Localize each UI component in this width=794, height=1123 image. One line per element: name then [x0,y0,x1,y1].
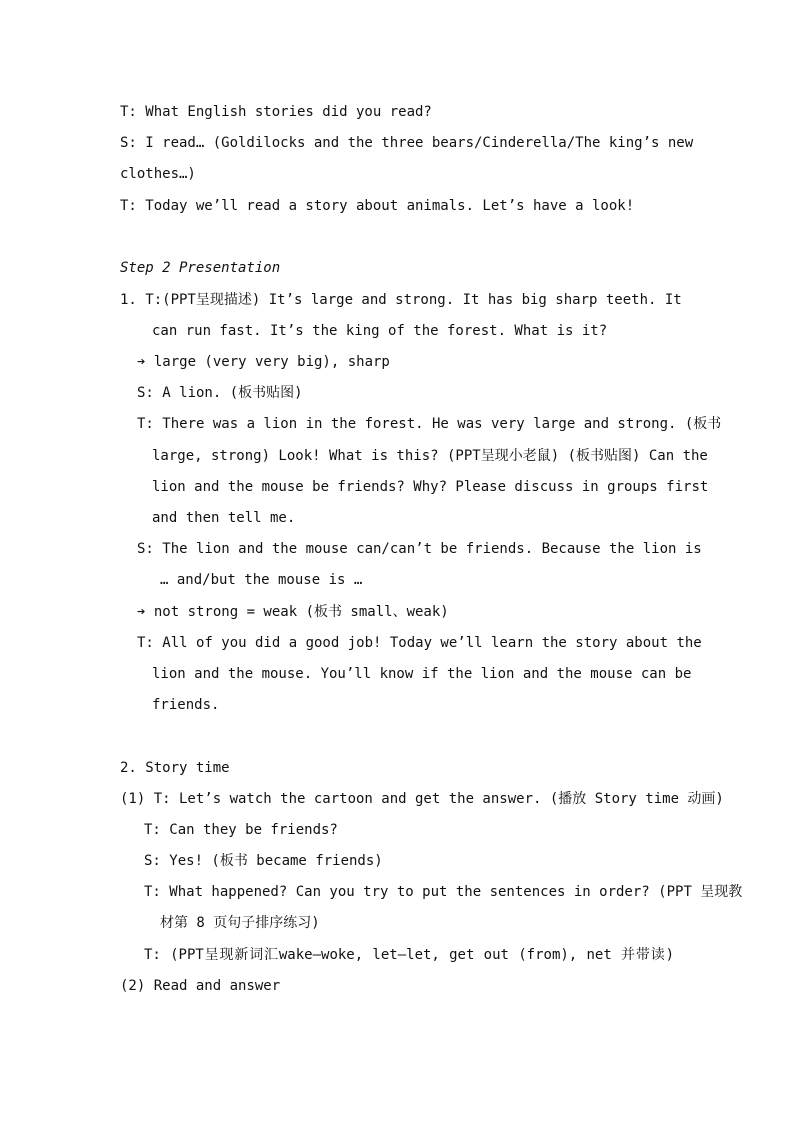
presentation-item1-line: 1. T:(PPT呈现描述) It’s large and strong. It has big sharp teeth. It [120,292,682,308]
vocab-arrow-line: ➔ not strong = weak (板书 small、weak) [137,604,449,620]
story-time-line: T: (PPT呈现新词汇wake—woke, let—let, get out (from), net 并带读) [144,947,674,963]
story-time-line: S: Yes! (板书 became friends) [144,853,383,869]
teacher-line: lion and the mouse. You’ll know if the lion and the mouse can be [152,666,692,682]
vocab-arrow-line: ➔ large (very very big), sharp [137,354,390,370]
story-time-line: (1) T: Let’s watch the cartoon and get the answer. (播放 Story time 动画) [120,791,724,807]
section-heading-story-time: 2. Story time [120,760,230,776]
section-heading-step2: Step 2 Presentation [120,260,281,276]
teacher-line: friends. [152,697,220,713]
student-answer-line: S: A lion. (板书贴图) [137,385,303,401]
story-time-line: (2) Read and answer [120,978,281,994]
dialogue-line-teacher-intro: T: Today we’ll read a story about animals. Let’s have a look! [120,198,635,214]
teacher-line: large, strong) Look! What is this? (PPT呈现小老鼠) (板书贴图) Can the [152,448,708,464]
teacher-line: and then tell me. [152,510,296,526]
teacher-line: T: All of you did a good job! Today we’ll learn the story about the [137,635,702,651]
teacher-line: lion and the mouse be friends? Why? Please discuss in groups first [152,479,709,495]
student-answer-line: … and/but the mouse is … [160,572,363,588]
dialogue-line-teacher-question: T: What English stories did you read? [120,104,432,120]
presentation-item1-line: can run fast. It’s the king of the forest. What is it? [152,323,608,339]
dialogue-line-student-answer-cont: clothes…) [120,166,196,182]
story-time-line: T: Can they be friends? [144,822,338,838]
story-time-line: T: What happened? Can you try to put the sentences in order? (PPT 呈现教 [144,884,743,900]
teacher-line: T: There was a lion in the forest. He was very large and strong. (板书 [137,416,722,432]
story-time-line: 材第 8 页句子排序练习) [160,915,320,931]
dialogue-line-student-answer: S: I read… (Goldilocks and the three bears/Cinderella/The king’s new [120,135,694,151]
student-answer-line: S: The lion and the mouse can/can’t be friends. Because the lion is [137,541,702,557]
